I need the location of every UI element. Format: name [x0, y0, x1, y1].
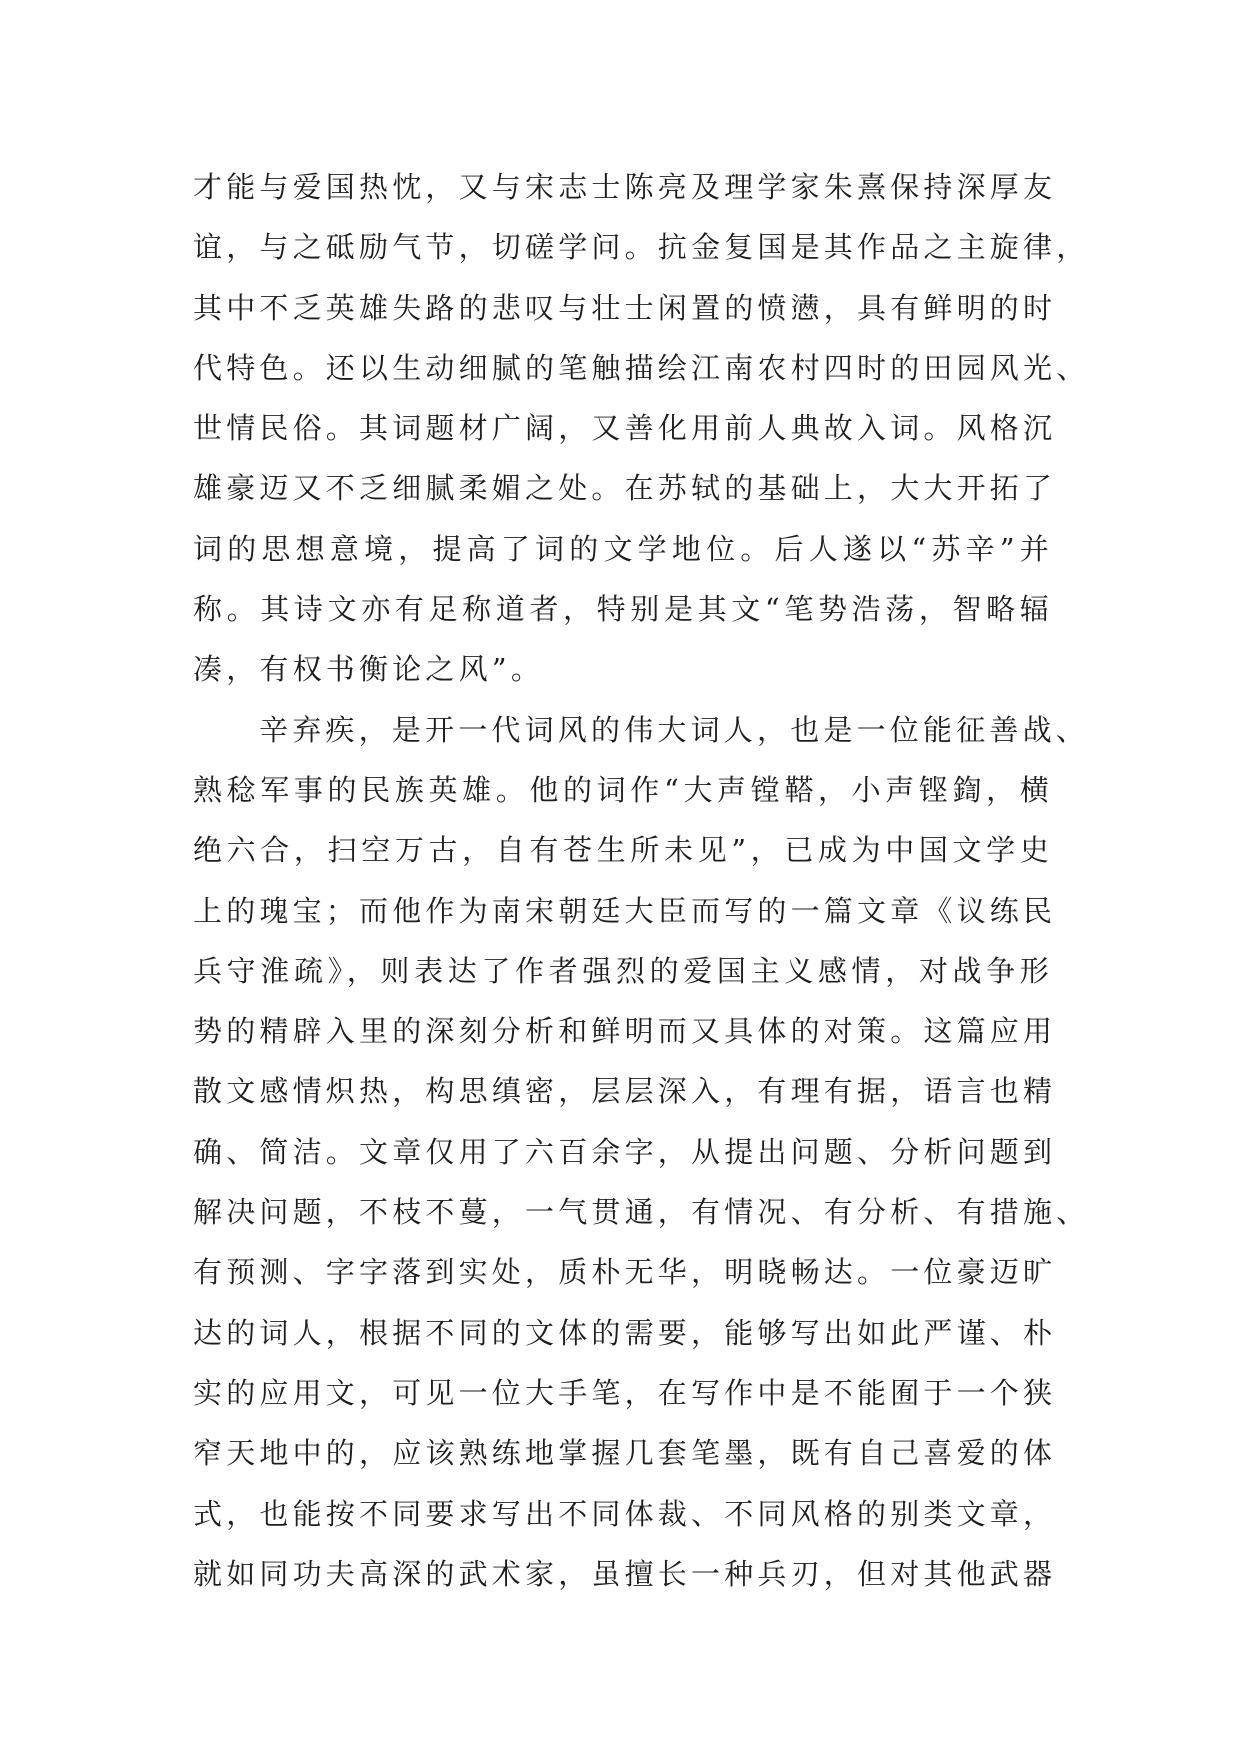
- text-line: 散文感情炽热，构思缜密，层层深入，有理有据，语言也精: [193, 1074, 1057, 1109]
- text-line: 兵守淮疏》，则表达了作者强烈的爱国主义感情，对战争形: [193, 953, 1053, 988]
- text-line: 称。其诗文亦有足称道者，特别是其文“笔势浩荡，智略辐: [193, 592, 1053, 627]
- text-line: 才能与爱国热忱，又与宋志士陈亮及理学家朱熹保持深厚友: [193, 170, 1057, 204]
- text-line: 上的瑰宝；而他作为南宋朝廷大臣而写的一篇文章《议练民: [193, 893, 1057, 928]
- text-line: 达的词人，根据不同的文体的需要，能够写出如此严谨、朴: [193, 1315, 1057, 1350]
- text-line: 代特色。还以生动细腻的笔触描绘江南农村四时的田园风光、: [193, 350, 1090, 385]
- paragraph-start-line: 辛弃疾，是开一代词风的伟大词人，也是一位能征善战、: [259, 712, 1090, 747]
- text-line: 绝六合，扫空万古，自有苍生所未见”，已成为中国文学史: [193, 833, 1053, 868]
- text-line: 其中不乏英雄失路的悲叹与壮士闲置的愤懑，具有鲜明的时: [193, 290, 1057, 325]
- text-line: 词的思想意境，提高了词的文学地位。后人遂以“苏辛”并: [193, 531, 1053, 566]
- text-line: 解决问题，不枝不蔓，一气贯通，有情况、有分析、有措施、: [193, 1195, 1090, 1230]
- text-line: 实的应用文，可见一位大手笔，在写作中是不能囿于一个狭: [193, 1375, 1057, 1410]
- body-text: [193, 157, 1090, 1604]
- text-line: 窄天地中的，应该熟练地掌握几套笔墨，既有自己喜爱的体: [193, 1436, 1057, 1471]
- text-line: 式，也能按不同要求写出不同体裁、不同风格的别类文章，: [193, 1496, 1057, 1531]
- paragraph-end-line: 凑，有权书衡论之风”。: [193, 652, 545, 687]
- text-line: 有预测、字字落到实处，质朴无华，明晓畅达。一位豪迈旷: [193, 1255, 1057, 1290]
- text-line: 世情民俗。其词题材广阔，又善化用前人典故入词。风格沉: [193, 411, 1057, 446]
- text-line: 就如同功夫高深的武术家，虽擅长一种兵刃，但对其他武器: [193, 1556, 1057, 1591]
- text-line: 雄豪迈又不乏细腻柔媚之处。在苏轼的基础上，大大开拓了: [193, 471, 1057, 506]
- text-line: 谊，与之砥励气节，切磋学问。抗金复国是其作品之主旋律，: [193, 230, 1090, 265]
- text-line: 确、简洁。文章仅用了六百余字，从提出问题、分析问题到: [193, 1134, 1057, 1169]
- text-line: 熟稔军事的民族英雄。他的词作“大声镗鞳，小声铿鍧，横: [193, 772, 1053, 807]
- text-line: 势的精辟入里的深刻分析和鲜明而又具体的对策。这篇应用: [193, 1014, 1057, 1049]
